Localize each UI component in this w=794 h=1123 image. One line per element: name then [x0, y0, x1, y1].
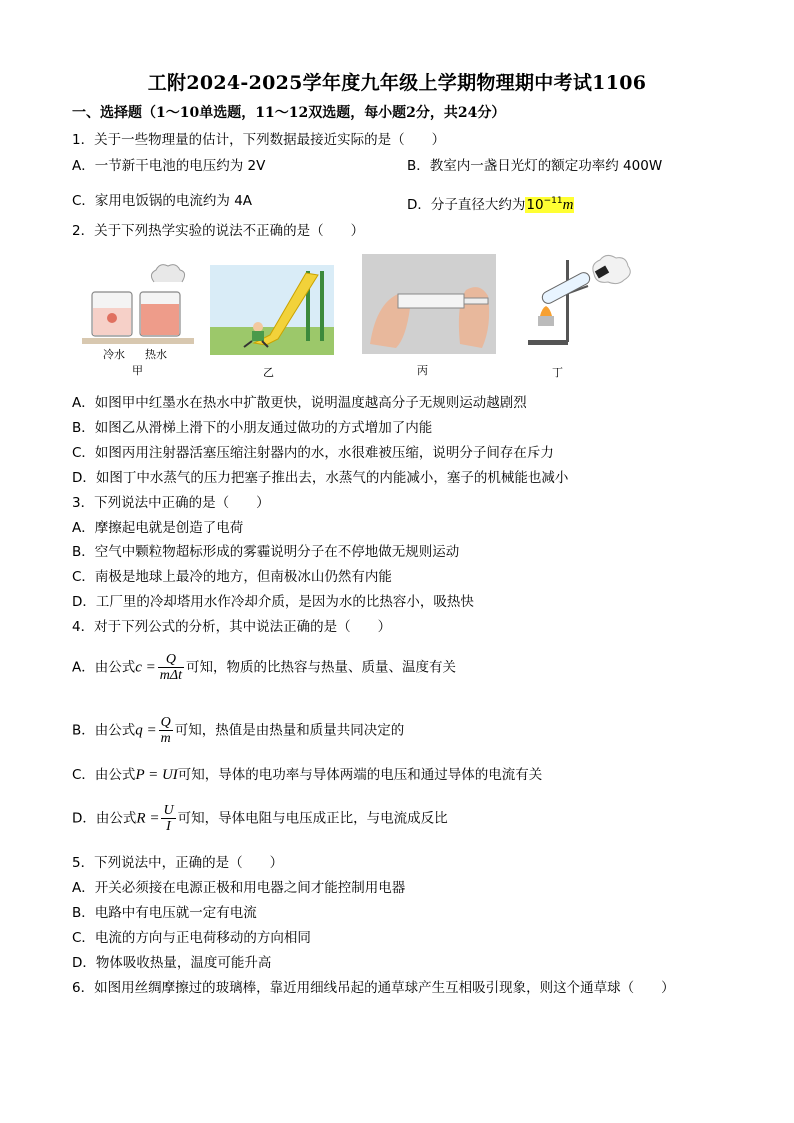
q1-option-d-prefix: D．分子直径大约为	[407, 197, 526, 213]
figure-ding-testtube	[522, 254, 634, 352]
q6-stem: 6．如图用丝绸摩擦过的玻璃棒，靠近用细线吊起的通草球产生互相吸引现象，则这个通草球（ ）	[72, 980, 675, 996]
fraction-denominator: m	[160, 731, 171, 746]
option-prefix: C．由公式	[72, 767, 136, 783]
q2-stem: 2．关于下列热学实验的说法不正确的是（ ）	[72, 223, 365, 239]
q2-option-b: B．如图乙从滑梯上滑下的小朋友通过做功的方式增加了内能	[72, 420, 433, 436]
q2-option-a: A．如图甲中红墨水在热水中扩散更快，说明温度越高分子无规则运动越剧烈	[72, 395, 527, 411]
q4-option-d	[72, 803, 448, 834]
label-cold-water: 冷水	[103, 348, 125, 361]
fraction-denominator: I	[166, 819, 171, 834]
option-text: 可知，物质的比热容与热量、质量、温度有关	[186, 659, 456, 676]
fraction-numerator: Q	[158, 652, 184, 668]
section-heading: 一、选择题（1～10单选题，11～12双选题，每小题2分，共24分）	[72, 105, 506, 121]
figure-jia-beakers	[82, 262, 194, 350]
label-ding: 丁	[552, 366, 563, 379]
option-text: 可知，导体的电功率与导体两端的电压和通过导体的电流有关	[177, 767, 543, 783]
label-bing: 丙	[417, 364, 428, 377]
q3-option-b: B．空气中颗粒物超标形成的雾霾说明分子在不停地做无规则运动	[72, 544, 460, 560]
q2-option-c: C．如图丙用注射器活塞压缩注射器内的水，水很难被压缩，说明分子间存在斥力	[72, 445, 554, 461]
page-title: 工附2024-2025学年度九年级上学期物理期中考试1106	[147, 72, 647, 94]
formula-fraction	[159, 715, 173, 746]
label-hot-water: 热水	[145, 348, 167, 361]
q5-option-b: B．电路中有电压就一定有电流	[72, 905, 257, 921]
q3-option-c: C．南极是地球上最冷的地方，但南极冰山仍然有内能	[72, 569, 392, 585]
figure-bing-syringe	[362, 254, 496, 354]
q1-option-b: B．教室内一盏日光灯的额定功率约 400W	[407, 158, 663, 174]
q4-option-c	[72, 766, 542, 784]
label-yi: 乙	[263, 366, 274, 379]
q1-stem: 1．关于一些物理量的估计，下列数据最接近实际的是（ ）	[72, 132, 446, 148]
option-prefix: D．由公式	[72, 810, 137, 827]
q4-option-a	[72, 652, 456, 683]
exponent-base: 10	[526, 197, 544, 213]
figure-yi-slide	[210, 265, 334, 355]
formula-fraction	[161, 803, 175, 834]
option-prefix: A．由公式	[72, 659, 136, 676]
q3-option-d: D．工厂里的冷却塔用水作冷却介质，是因为水的比热容小，吸热快	[72, 594, 474, 610]
q1-option-c: C．家用电饭锅的电流约为 4A	[72, 193, 253, 209]
label-jia: 甲	[132, 364, 143, 377]
q1-option-d	[407, 192, 574, 214]
formula-fraction	[158, 652, 184, 683]
q5-option-c: C．电流的方向与正电荷移动的方向相同	[72, 930, 311, 946]
fraction-numerator: Q	[160, 715, 171, 730]
q1-option-a: A．一节新干电池的电压约为 2V	[72, 158, 266, 174]
option-text: 可知，热值是由热量和质量共同决定的	[174, 722, 405, 739]
exponent: −11	[543, 196, 563, 206]
fraction-numerator: U	[163, 803, 174, 818]
q5-option-a: A．开关必须接在电源正极和用电器之间才能控制用电器	[72, 880, 406, 896]
formula-lhs: R =	[136, 810, 160, 827]
q5-option-d: D．物体吸收热量，温度可能升高	[72, 955, 272, 971]
q4-stem: 4．对于下列公式的分析，其中说法正确的是（ ）	[72, 619, 392, 635]
option-text: 可知，导体电阻与电压成正比，与电流成反比	[177, 810, 448, 827]
unit: m	[562, 197, 574, 213]
formula-lhs: c =	[135, 659, 156, 676]
formula: P = UI	[135, 767, 178, 783]
q3-stem: 3．下列说法中正确的是（ ）	[72, 495, 270, 511]
q4-option-b	[72, 715, 404, 746]
q5-stem: 5．下列说法中，正确的是（ ）	[72, 855, 284, 871]
q2-option-d: D．如图丁中水蒸气的压力把塞子推出去，水蒸气的内能减小，塞子的机械能也减小	[72, 470, 569, 486]
q1-option-d-value	[525, 197, 574, 213]
fraction-denominator: mΔt	[159, 668, 182, 683]
formula-lhs: q =	[135, 722, 157, 739]
option-prefix: B．由公式	[72, 722, 136, 739]
q3-option-a: A．摩擦起电就是创造了电荷	[72, 520, 244, 536]
